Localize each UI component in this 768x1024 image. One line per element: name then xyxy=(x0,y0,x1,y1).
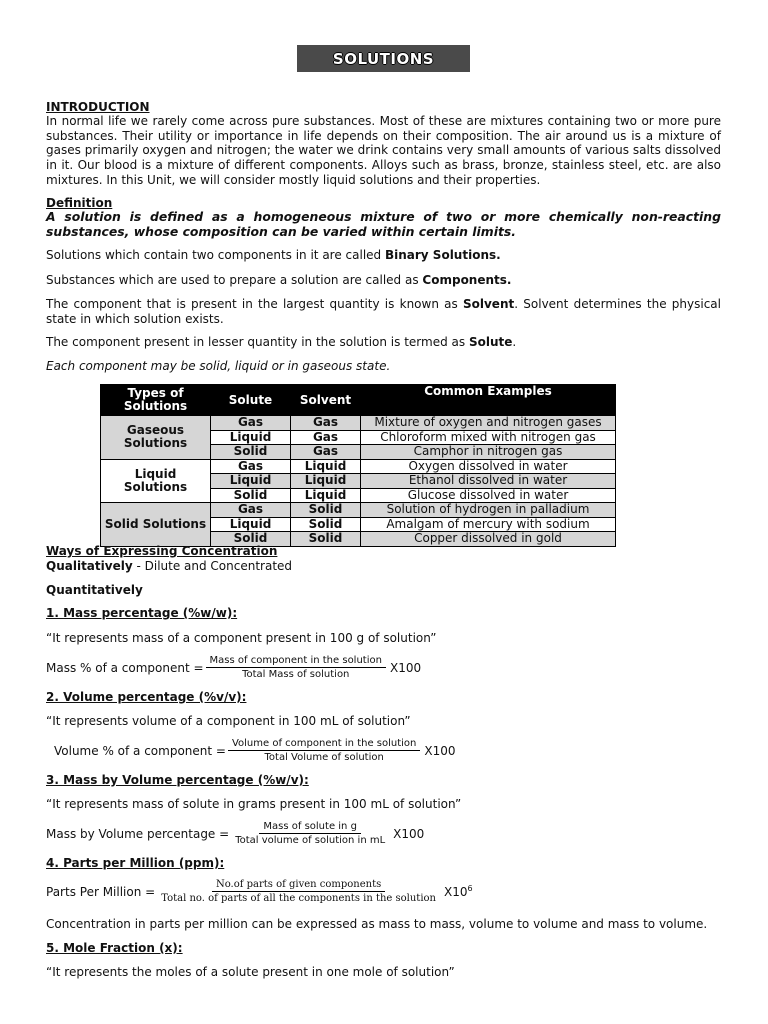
definition-heading: Definition xyxy=(46,196,113,210)
type-liquid: Liquid Solutions xyxy=(101,459,211,503)
table-cell-example: Amalgam of mercury with sodium xyxy=(361,517,616,532)
table-cell-example: Oxygen dissolved in water xyxy=(361,459,616,474)
qualitatively-text: - Dilute and Concentrated xyxy=(132,559,293,573)
table-cell-solute: Solid xyxy=(211,488,291,503)
state-note: Each component may be solid, liquid or in gaseous state. xyxy=(46,359,391,373)
formula-multiplier: X100 xyxy=(424,743,456,758)
solute-pre: The component present in lesser quantity in the solution is termed as xyxy=(46,335,469,349)
table-cell-example: Chloroform mixed with nitrogen gas xyxy=(361,430,616,445)
fraction-denominator: Total no. of parts of all the components in the solution xyxy=(161,893,436,904)
ways-heading: Ways of Expressing Concentration xyxy=(46,544,278,558)
table-cell-solute: Liquid xyxy=(211,430,291,445)
fraction-denominator: Total Volume of solution xyxy=(264,752,384,763)
table-cell-solvent: Solid xyxy=(291,503,361,518)
solute-term: Solute xyxy=(468,335,513,349)
table-cell-example: Ethanol dissolved in water xyxy=(361,474,616,489)
type-gaseous: Gaseous Solutions xyxy=(101,416,211,460)
intro-heading: INTRODUCTION xyxy=(46,100,150,114)
table-cell-solvent: Gas xyxy=(291,445,361,460)
fraction-numerator: Volume of component in the solution xyxy=(228,738,420,751)
table-cell-solute: Solid xyxy=(211,445,291,460)
binary-pre: Solutions which contain two components in it are called xyxy=(46,248,385,262)
fraction xyxy=(206,655,386,680)
table-cell-solvent: Gas xyxy=(291,430,361,445)
fraction-numerator: Mass of component in the solution xyxy=(206,655,386,668)
formula-lhs: Parts Per Million = xyxy=(46,884,156,899)
formula-lhs: Volume % of a component = xyxy=(54,743,226,758)
header-types: Types of Solutions xyxy=(101,385,211,416)
solvent-pre: The component that is present in the largest quantity is known as xyxy=(46,297,463,311)
binary-solutions-line xyxy=(46,248,721,263)
volume-percentage-quote: “It represents volume of a component in 100 mL of solution” xyxy=(46,714,411,728)
ppm-heading: 4. Parts per Million (ppm): xyxy=(46,856,225,870)
volume-percentage-formula xyxy=(54,738,456,763)
fraction-denominator: Total Mass of solution xyxy=(242,669,350,680)
mole-fraction-heading: 5. Mole Fraction (x): xyxy=(46,941,183,955)
intro-paragraph: In normal life we rarely come across pure substances. Most of these are mixtures containing two or more pure substances. Their utility or importance in life depends on their composition. The air around us is a mixture of gases primarily oxygen and nitrogen; the water we drink contains very small amounts of various salts dissolved in it. Our blood is a mixture of different components. Alloys such as brass, bronze, stainless steel, etc. are also mixtures. In this Unit, we will consider mostly liquid solutions and their properties. xyxy=(46,114,721,187)
formula-multiplier: X100 xyxy=(393,826,425,841)
header-examples: Common Examples xyxy=(361,385,616,402)
page-title: SOLUTIONS xyxy=(297,45,470,72)
mass-percentage-heading: 1. Mass percentage (%w/w): xyxy=(46,606,238,620)
fraction xyxy=(157,879,440,904)
components-pre: Substances which are used to prepare a solution are called as xyxy=(46,273,423,287)
type-solid: Solid Solutions xyxy=(101,503,211,547)
qualitatively-label: Qualitatively xyxy=(46,559,133,573)
mole-fraction-quote: “It represents the moles of a solute present in one mole of solution” xyxy=(46,965,455,979)
mass-percentage-quote: “It represents mass of a component present in 100 g of solution” xyxy=(46,631,437,645)
fraction-numerator: No.of parts of given components xyxy=(212,879,385,892)
fraction xyxy=(231,821,389,846)
formula-lhs: Mass by Volume percentage = xyxy=(46,826,230,841)
multiplier-base: X10 xyxy=(443,885,468,899)
formula-multiplier xyxy=(444,884,473,899)
mass-by-volume-heading: 3. Mass by Volume percentage (%w/v): xyxy=(46,773,309,787)
table-cell-solvent: Gas xyxy=(291,416,361,431)
definition-text: A solution is defined as a homogeneous mixture of two or more chemically non-reacting substances, whose composition can be varied within certain limits. xyxy=(46,209,721,239)
qualitatively-line xyxy=(46,559,292,573)
ppm-note: Concentration in parts per million can be expressed as mass to mass, volume to volume and mass to volume. xyxy=(46,917,708,931)
formula-lhs: Mass % of a component = xyxy=(46,660,204,675)
header-solute: Solute xyxy=(211,385,291,416)
formula-multiplier: X100 xyxy=(389,660,422,675)
multiplier-exponent: 6 xyxy=(467,884,473,893)
table-cell-example: Glucose dissolved in water xyxy=(361,488,616,503)
components-line xyxy=(46,273,721,288)
table-cell-solvent: Liquid xyxy=(291,474,361,489)
solvent-post: . Solvent determines the physical state in which solution exists. xyxy=(46,297,721,326)
table-cell-solvent: Liquid xyxy=(291,488,361,503)
table-cell-example: Camphor in nitrogen gas xyxy=(361,445,616,460)
table-cell-solvent: Solid xyxy=(291,532,361,547)
table-cell-solute: Liquid xyxy=(211,517,291,532)
fraction-denominator: Total volume of solution in mL xyxy=(235,835,386,846)
solvent-term: Solvent xyxy=(462,297,515,311)
binary-term: Binary Solutions. xyxy=(384,248,501,262)
mass-by-volume-formula xyxy=(46,821,424,846)
solute-line xyxy=(46,335,721,350)
table-cell-solute: Solid xyxy=(211,532,291,547)
ppm-formula xyxy=(46,879,473,904)
components-term: Components. xyxy=(422,273,512,287)
table-cell-solute: Gas xyxy=(211,459,291,474)
table-cell-solute: Liquid xyxy=(211,474,291,489)
table-cell-example: Mixture of oxygen and nitrogen gases xyxy=(361,416,616,431)
volume-percentage-heading: 2. Volume percentage (%v/v): xyxy=(46,690,247,704)
table-cell-solvent: Liquid xyxy=(291,459,361,474)
solvent-line xyxy=(46,297,721,326)
mass-by-volume-quote: “It represents mass of solute in grams present in 100 mL of solution” xyxy=(46,797,462,811)
header-solvent: Solvent xyxy=(291,385,361,416)
table-cell-solvent: Solid xyxy=(291,517,361,532)
fraction-numerator: Mass of solute in g xyxy=(259,821,361,834)
table-cell-solute: Gas xyxy=(211,503,291,518)
solution-types-table xyxy=(100,384,616,547)
mass-percentage-formula xyxy=(46,655,421,680)
table-cell-solute: Gas xyxy=(211,416,291,431)
fraction xyxy=(228,738,420,763)
solute-post: . xyxy=(512,335,517,349)
table-cell-example: Copper dissolved in gold xyxy=(361,532,616,547)
table-cell-example: Solution of hydrogen in palladium xyxy=(361,503,616,518)
quantitatively-label: Quantitatively xyxy=(46,583,143,597)
